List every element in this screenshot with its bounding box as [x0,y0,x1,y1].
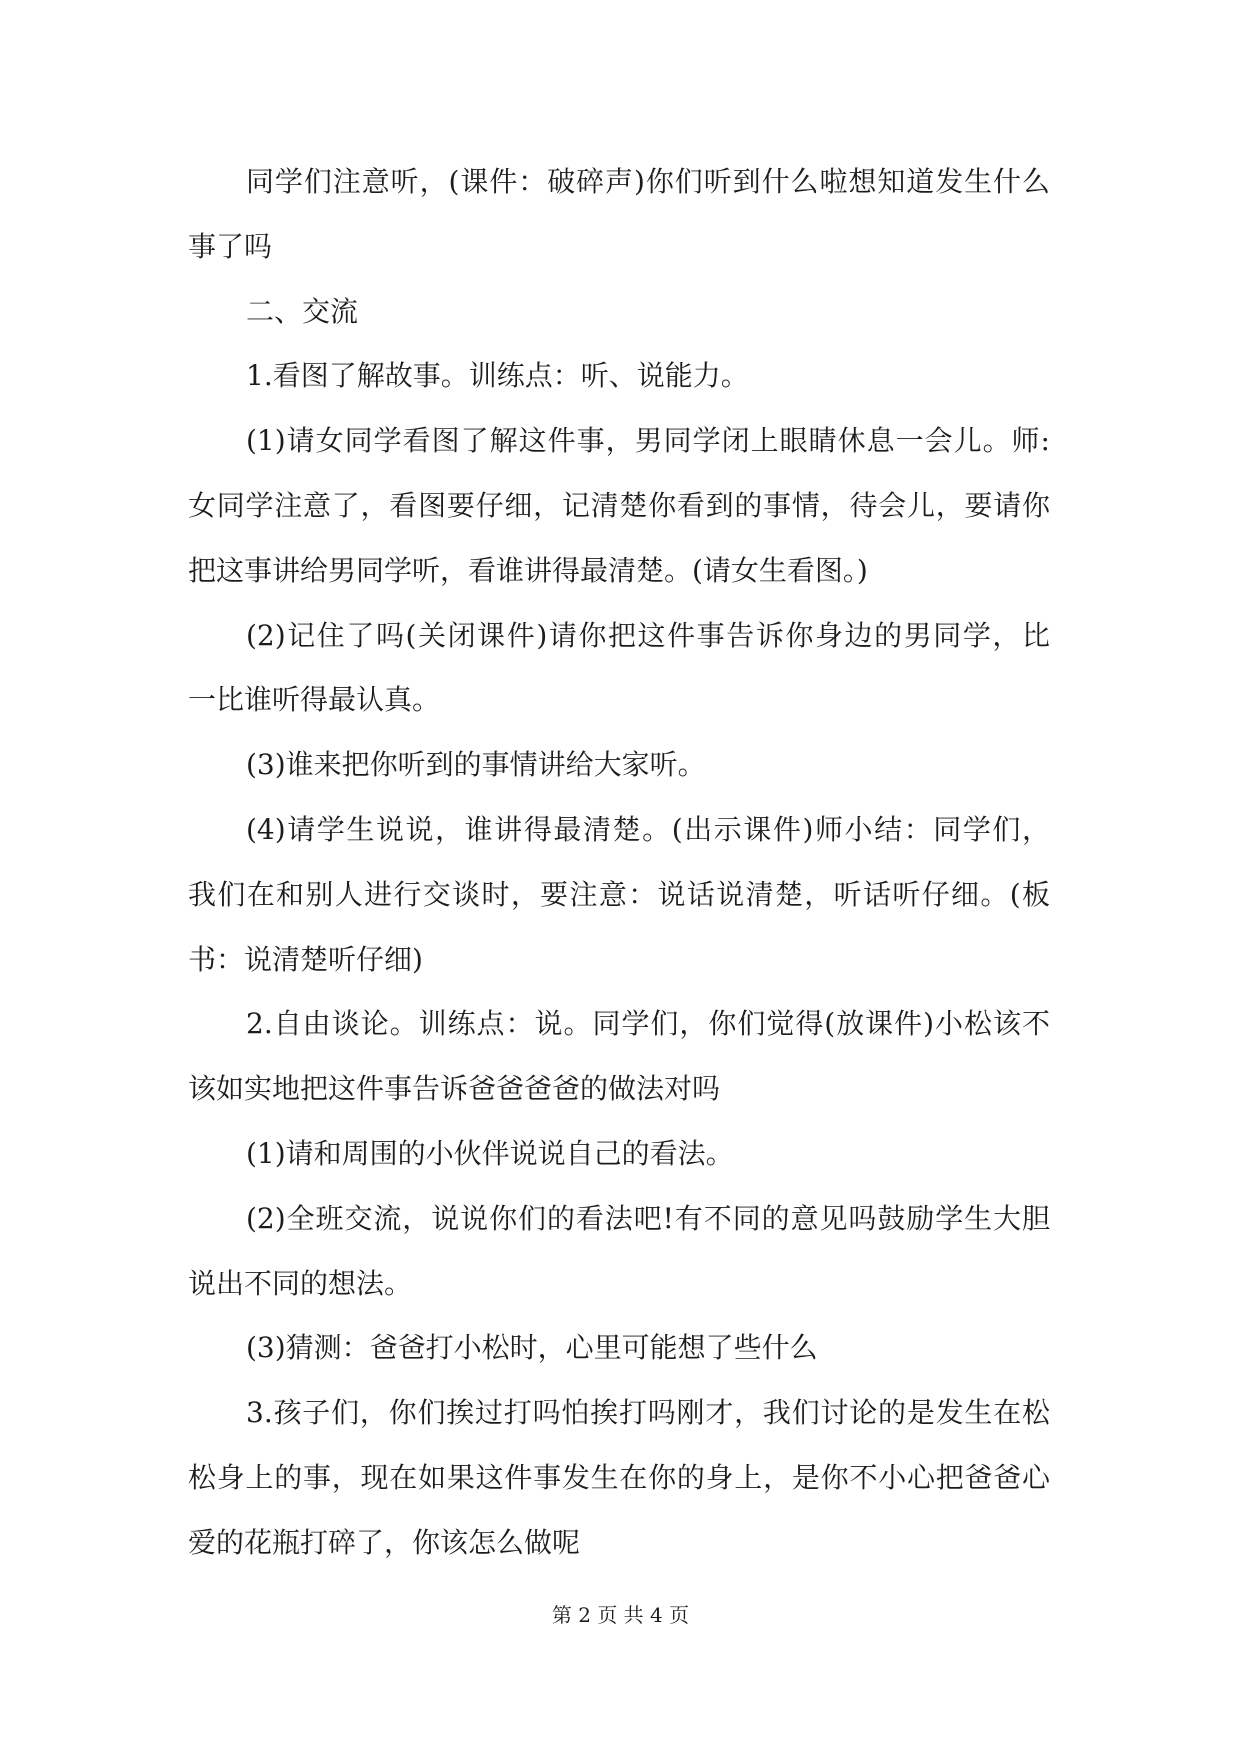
text-line: 把这事讲给男同学听，看谁讲得最清楚。(请女生看图。) [188,553,868,587]
text-line: (2)全班交流，说说你们的看法吧!有不同的意见吗鼓励学生大胆 [246,1201,1050,1235]
text-line: 3.孩子们，你们挨过打吗怕挨打吗刚才，我们讨论的是发生在松 [246,1396,1050,1430]
section-heading: 二、交流 [246,294,359,328]
text-line: 爱的花瓶打碎了，你该怎么做呢 [188,1525,581,1559]
text-line: (3)谁来把你听到的事情讲给大家听。 [246,748,706,782]
document-body [188,150,1050,1576]
text-line: 2.自由谈论。训练点：说。同学们，你们觉得(放课件)小松该不 [246,1007,1050,1041]
text-line: 松身上的事，现在如果这件事发生在你的身上，是你不小心把爸爸心 [188,1460,1050,1494]
text-line: (2)记住了吗(关闭课件)请你把这件事告诉你身边的男同学，比 [246,618,1050,652]
text-line: 该如实地把这件事告诉爸爸爸爸的做法对吗 [188,1072,721,1106]
text-line: (4)请学生说说，谁讲得最清楚。(出示课件)师小结：同学们， [246,812,1050,846]
text-line: 说出不同的想法。 [188,1266,413,1300]
text-line: 1.看图了解故事。训练点：听、说能力。 [246,359,749,393]
text-line: 事了吗 [188,229,273,263]
text-line: 我们在和别人进行交谈时，要注意：说话说清楚，听话听仔细。(板 [188,877,1050,911]
text-line: 书：说清楚听仔细) [188,942,423,976]
text-line: 同学们注意听，(课件：破碎声)你们听到什么啦想知道发生什么 [246,165,1050,198]
text-line: 一比谁听得最认真。 [188,683,441,717]
text-line: 女同学注意了，看图要仔细，记清楚你看到的事情，待会儿，要请你 [188,488,1050,522]
text-line: (1)请女同学看图了解这件事，男同学闭上眼睛休息一会儿。师: [246,424,1050,458]
text-line: (3)猜测：爸爸打小松时，心里可能想了些什么 [246,1331,818,1365]
text-line: (1)请和周围的小伙伴说说自己的看法。 [246,1136,734,1170]
page-number-footer: 第 2 页 共 4 页 [551,1603,690,1627]
